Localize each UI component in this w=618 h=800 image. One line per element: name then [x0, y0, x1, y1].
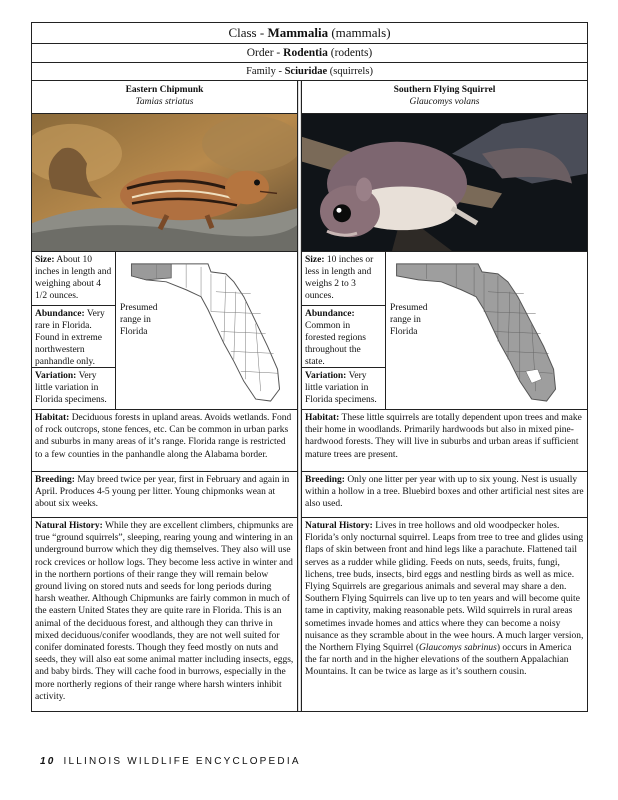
chipmunk-column	[32, 81, 297, 711]
order-header: Order - Rodentia (rodents)	[32, 44, 587, 63]
map-caption: Presumed range in Florida	[390, 303, 428, 337]
variation-cell: Variation: Very little variation in Florida specimens.	[35, 371, 107, 405]
variation-cell: Variation: Very little variation in Florida specimens.	[305, 371, 377, 405]
page-footer	[40, 756, 301, 767]
family-name: Sciuridae	[284, 66, 328, 77]
habitat-section: Habitat: Deciduous forests in upland areas. Avoids wetlands. Fond of rock outcrops, stone fences, etc. Can be common in urban parks and suburbs in many areas of it’s range. Florida range is restricted to a few counties in the panhandle along the Alabama border.	[32, 410, 297, 472]
order-name: Rodentia	[283, 47, 328, 59]
species-facts	[32, 252, 297, 410]
family-header: Family - Sciuridae (squirrels)	[32, 63, 587, 81]
size-cell: Size: 10 inches or less in length and weighs 2 to 3 ounces.	[302, 252, 385, 306]
class-name: Mammalia	[267, 25, 329, 40]
abundance-cell: Abundance: Very rare in Florida. Found in extreme northwestern panhandle only.	[32, 306, 115, 368]
common-name: Eastern Chipmunk	[125, 85, 204, 95]
chipmunk-photo-image	[32, 114, 297, 251]
size-cell: Size: About 10 inches in length and weighing about 4 1/2 ounces.	[32, 252, 115, 306]
breeding-section: Breeding: May breed twice per year, first in February and again in April. Produces 4-5 young per litter. Young chipmonks wean at about six weeks.	[32, 472, 297, 518]
encyclopedia-title: ILLINOIS WILDLIFE ENCYCLOPEDIA	[63, 756, 301, 767]
range-map	[386, 252, 587, 409]
page-number: 10	[40, 756, 56, 767]
species-name	[32, 81, 297, 114]
species-name	[302, 81, 587, 114]
map-caption: Presumed range in Florida	[120, 303, 158, 337]
class-header: Class - Mammalia (mammals)	[32, 23, 587, 44]
common-name: Southern Flying Squirrel	[393, 85, 496, 95]
scientific-name: Tamias striatus	[135, 97, 194, 107]
encyclopedia-page	[31, 22, 588, 712]
habitat-section: Habitat: These little squirrels are totally dependent upon trees and make their home in woodlands. Primarily hardwoods but also in mixed pine-hardwood forests. They will live in suburbs and urban areas if sufficient mature trees are present.	[302, 410, 587, 472]
flying-squirrel-column	[302, 81, 587, 711]
flying-squirrel-photo	[302, 114, 587, 252]
flying-squirrel-photo-image	[302, 114, 587, 251]
natural-history-section: Natural History: Lives in tree hollows and old woodpecker holes. Florida’s only nocturnal squirrel. Leaps from tree to tree and glides using flaps of skin between front and hind legs like a parachute. Flattened tail serves as a rudder while gliding. Feeds on nuts, seeds, fruits, fungi, lichens, tree buds, insects, bird eggs and nestling birds as well as mice. Flying Squirrels are gregarious animals and several may share a den. Southern Flying Squirrels can live up to ten years and will become quite tame in captivity, making reasonable pets. Wild squirrels in rural areas sometimes invade homes and attics where they can become a noisy nuisance as they scramble about in the wee hours. A much larger version, the Northern Flying Squirrel (Glaucomys sabrinus) occurs in America the far north and in the higher elevations of the southern Appalachian Mountains. It can be twice as large as it’s southern cousin.	[305, 521, 584, 678]
scientific-name: Glaucomys volans	[409, 97, 480, 107]
natural-history-section: Natural History: While they are excellent climbers, chipmunks are true “ground squirrels”, sleeping, rearing young and wintering in an underground burrow which they dig themselves. They also will use rock crevices or hollow logs. They become less active in winter and in the northern portions of their range they will remain below ground living on stored nuts and seeds for long periods during harsh weather. Although Chipmunks are fairly common in much of the eastern United States they are quite rare in Florida. This is an animal of the deciduous forest, and although they can thrive in mixed deciduous/conifer woodlands, they are not well suited for conifer dominated forests. Though they feed mostly on nuts and seeds, they will also eat some animal matter including insects, eggs, and baby birds. They will cache food in burrows, especially in the more northerly regions of their range where harsh winters inhibit activity.	[35, 521, 294, 702]
abundance-cell: Abundance: Common in forested regions throughout the state.	[302, 306, 385, 368]
species-columns	[32, 81, 587, 711]
species-facts	[302, 252, 587, 410]
range-map	[116, 252, 297, 409]
breeding-section: Breeding: Only one litter per year with up to six young. Nest is usually within a hollow in a tree. Bluebird boxes and other artificial nest sites are also used.	[302, 472, 587, 518]
chipmunk-photo	[32, 114, 297, 252]
